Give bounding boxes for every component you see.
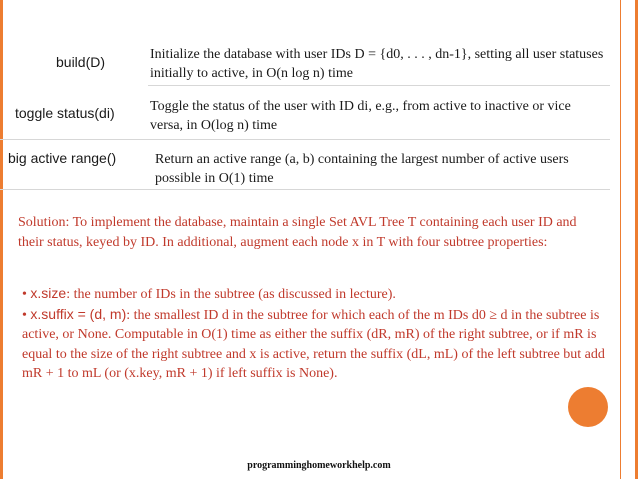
command-description: Return an active range (a, b) containing the largest number of active users possible in O(1) time — [155, 152, 569, 186]
row-divider — [0, 189, 610, 190]
property-name: x.suffix = (d, m) — [30, 305, 127, 322]
bullet-marker: • — [22, 287, 31, 302]
solution-text: : To implement the database, maintain a single Set AVL Tree T containing each user ID and their status, keyed by ID. In additional, augment each node x in T with four subtree properties: — [18, 215, 577, 250]
solution-label: Solution — [18, 215, 66, 230]
property-name: x.size — [30, 285, 67, 301]
bullet-marker: • — [22, 307, 31, 323]
row-divider — [148, 85, 610, 86]
decorative-vertical-line — [620, 0, 621, 479]
list-item — [22, 284, 612, 305]
command-description: Toggle the status of the user with ID di, e.g., from active to inactive or vice versa, in O(log n) time — [150, 99, 571, 133]
command-name: big active range() — [8, 150, 117, 166]
list-item — [22, 305, 612, 384]
command-name: toggle status(di) — [15, 105, 115, 121]
left-accent-bar — [0, 0, 3, 479]
row-divider — [0, 139, 610, 140]
property-list — [22, 284, 612, 384]
property-description: : the smallest ID d in the subtree for which each of the m IDs d0 ≥ d in the subtree is active, or None. Computable in O(1) time as either the suffix (dR, mR) of the right subtree, or if mR is equal to the size of the right subtree and x is active, return the suffix (dL, mL) of the left subtree but add mR + 1 to mL (or (x.key, mR + 1) if left suffix is None). — [22, 307, 605, 381]
command-description: Initialize the database with user IDs D = {d0, . . . , dn-1}, setting all user statuses initially to active, in O(n log n) time — [150, 47, 604, 81]
property-description: : the number of IDs in the subtree (as discussed in lecture). — [66, 287, 396, 302]
footer-site-name: programminghomeworkhelp.com — [247, 460, 391, 471]
decorative-circle — [568, 387, 608, 427]
solution-paragraph — [18, 213, 588, 252]
command-name: build(D) — [56, 54, 106, 70]
